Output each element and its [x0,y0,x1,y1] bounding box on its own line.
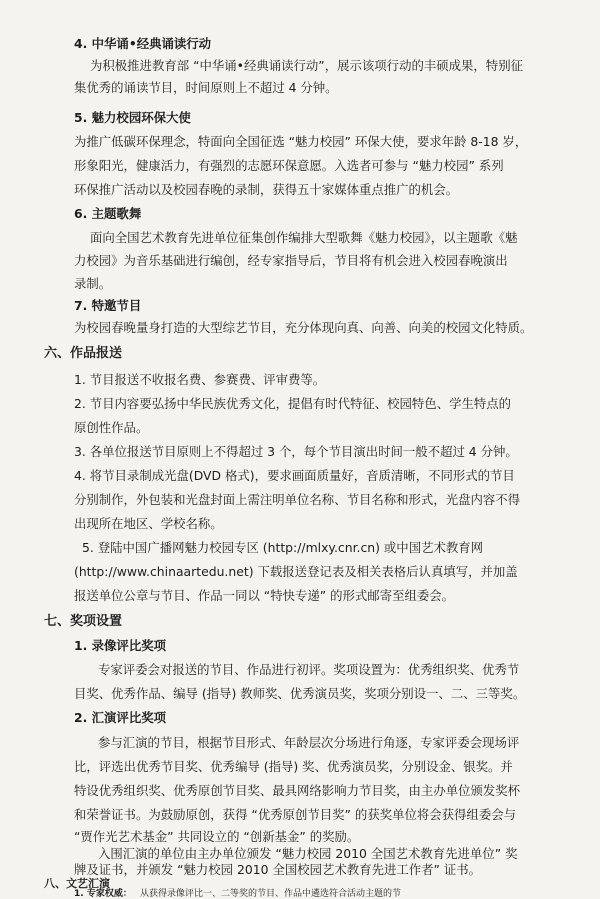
section6-line: 报送单位公章与节目、作品一同以 “特快专递” 的形式邮寄至组委会。 [74,588,455,603]
item6-line: 力校园》为音乐基础进行编创，经专家指导后，节目将有机会进入校园春晚演出 [74,253,508,268]
section7-sub2-line: 和荣誉证书。为鼓励原创，获得 “优秀原创节目奖” 的获奖单位将会获得组委会与 [74,807,516,822]
section6-line: (http://www.chinaartedu.net) 下载报送登记表及相关表格后认真填写，并加盖 [74,564,518,579]
section8-line: 从获得录像评比一、二等奖的节目、作品中遴选符合活动主题的节 [140,889,402,899]
section7-sub2-line: 牌及证书，并颁发 “魅力校园 2010 全国校园艺术教育先进工作者” 证书。 [74,862,482,877]
item5-line: 为推广低碳环保理念，特面向全国征选 “魅力校园” 环保大使，要求年龄 8-18 岁， [74,134,528,149]
section7-sub2-line: 特设优秀组织奖、优秀原创节目奖、最具网络影响力节目奖，由主办单位颁发奖杯 [74,783,521,798]
section7-sub1-line: 专家评委会对报送的节目、作品进行初评。奖项设置为：优秀组织奖、优秀节 [98,662,520,677]
item6-line: 录制。 [74,276,112,291]
section7-sub1-line: 目奖、优秀作品、编导 (指导) 教师奖、优秀演员奖，奖项分别设一、二、三等奖。 [74,686,526,701]
item5-line: 形象阳光，健康活力，有强烈的志愿环保意愿。入选者可参与 “魅力校园” 系列 [74,158,504,173]
section7-sub2-line: “贾作光艺术基金” 共同设立的 “创新基金” 的奖励。 [74,829,360,844]
section6-line: 2. 节目内容要弘扬中华民族优秀文化，提倡有时代特征、校园特色、学生特点的 [74,396,512,411]
item5-line: 环保推广活动以及校园春晚的录制，获得五十家媒体重点推广的机会。 [74,182,459,197]
section6-line: 3. 各单位报送节目原则上不得超过 3 个，每个节目演出时间一般不超过 4 分钟。 [74,444,518,459]
section6-line: 出现所在地区、学校名称。 [74,516,223,531]
item4-line: 集优秀的诵读节目，时间原则上不超过 4 分钟。 [74,80,338,95]
section6-line: 原创性作品。 [74,420,149,435]
section7-sub2-line: 参与汇演的节目，根据节目形式、年龄层次分场进行角逐，专家评委会现场评 [98,735,520,750]
item7-line: 为校园春晚量身打造的大型综艺节目，充分体现向真、向善、向美的校园文化特质。 [74,320,533,335]
section7-heading: 七、奖项设置 [44,614,123,629]
section7-sub2-heading: 2. 汇演评比奖项 [74,710,166,725]
section8-heading: 八、文艺汇演 [44,877,110,890]
section6-line: 4. 将节目录制成光盘(DVD 格式)，要求画面质量好，音质清晰，不同形式的节目 [74,468,515,483]
section6-heading: 六、作品报送 [44,346,123,361]
section7-sub1-heading: 1. 录像评比奖项 [74,638,166,653]
item6-line: 面向全国艺术教育先进单位征集创作编排大型歌舞《魅力校园》，以主题歌《魅 [90,230,518,245]
section7-sub2-line: 入围汇演的单位由主办单位颁发 “魅力校园 2010 全国艺术教育先进单位” 奖 [98,846,518,861]
section6-line: 1. 节目报送不收报名费、参赛费、评审费等。 [74,372,326,387]
section8-label: 1. 专家权威： [74,889,132,899]
section6-line: 分别制作，外包装和光盘封面上需注明单位名称、节目名称和形式，光盘内容不得 [74,492,521,507]
section7-sub2-line: 比，评选出优秀节目奖、优秀编导 (指导) 奖、优秀演员奖，分别设金、银奖。并 [74,759,513,774]
item4-line: 为积极推进教育部 “中华诵•经典诵读行动”，展示该项行动的丰硕成果，特别征 [90,58,523,73]
item4-heading: 4. 中华诵•经典诵读行动 [74,36,212,51]
section6-line: 5. 登陆中国广播网魅力校园专区 (http://mlxy.cnr.cn) 或中国艺术教育网 [82,540,484,555]
item6-heading: 6. 主题歌舞 [74,206,142,221]
item7-heading: 7. 特邀节目 [74,298,142,313]
item5-heading: 5. 魅力校园环保大使 [74,110,191,125]
